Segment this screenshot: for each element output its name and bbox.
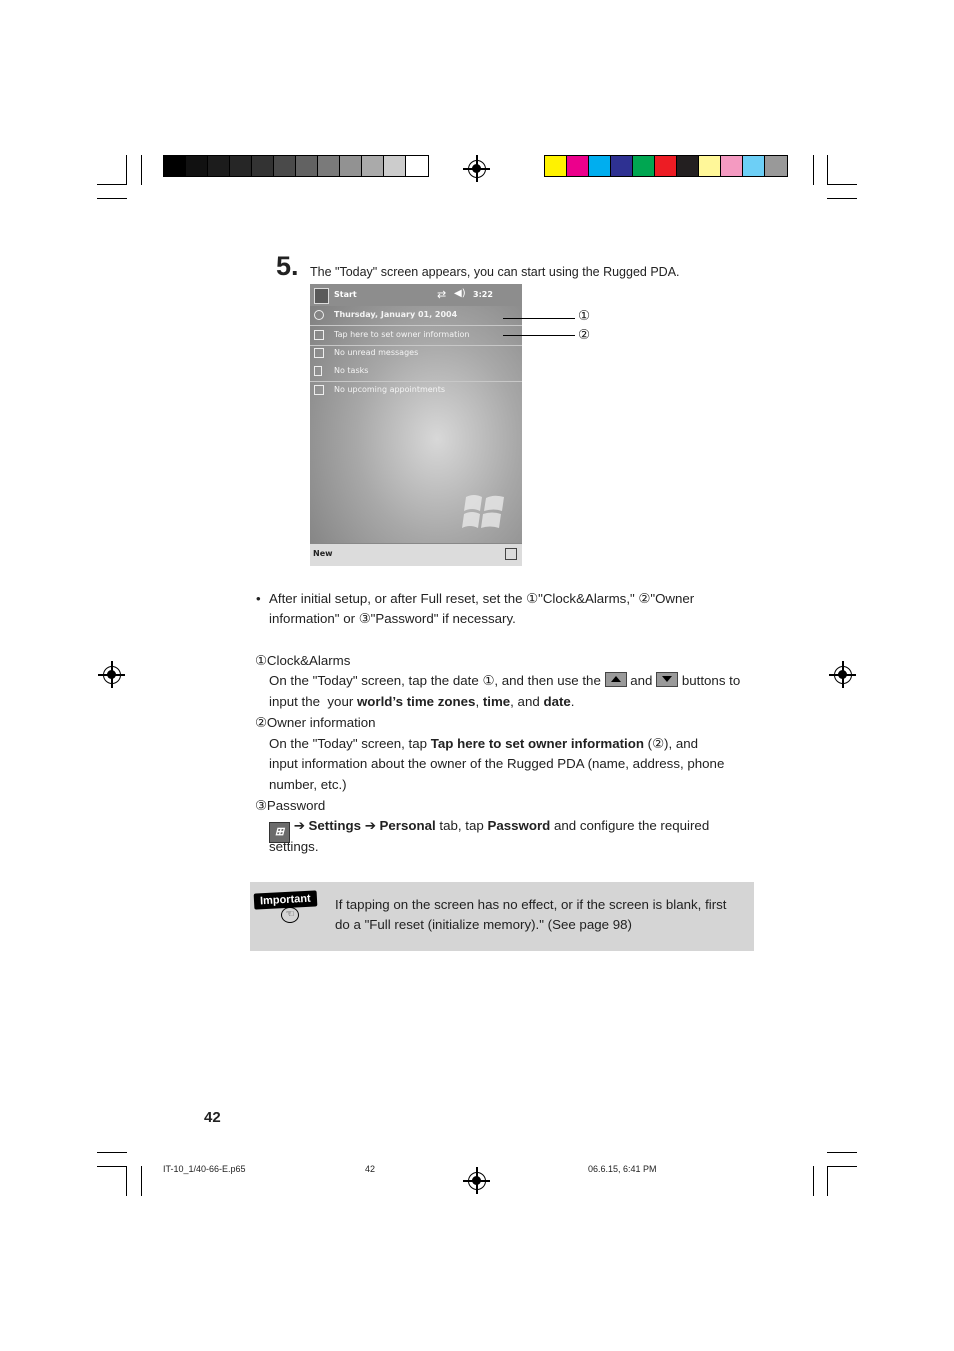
owner-line3: number, etc.) — [269, 777, 347, 792]
clock-time[interactable]: 3:22 — [473, 290, 493, 299]
password-line1: ⊞ ➔ Settings ➔ Personal tab, tap Password and configure the required — [269, 816, 709, 843]
color-swatch-0 — [545, 156, 567, 176]
gray-swatch-11 — [406, 156, 428, 176]
registration-mark-top — [468, 160, 486, 178]
color-calibration-bar — [544, 155, 788, 177]
footer-page: 42 — [365, 1164, 376, 1174]
pda-today-screen — [310, 284, 522, 566]
gray-swatch-5 — [274, 156, 296, 176]
color-swatch-6 — [677, 156, 699, 176]
step-text: The "Today" screen appears, you can start using the Rugged PDA. — [310, 265, 680, 279]
color-swatch-3 — [611, 156, 633, 176]
gray-swatch-7 — [318, 156, 340, 176]
gray-swatch-3 — [230, 156, 252, 176]
gray-swatch-1 — [186, 156, 208, 176]
password-line2: settings. — [269, 839, 319, 854]
color-swatch-5 — [655, 156, 677, 176]
start-label[interactable]: Start — [334, 290, 357, 299]
sync-icon: ⇄ — [437, 288, 447, 301]
clock-heading: ①Clock&Alarms — [255, 653, 351, 668]
owner-icon — [314, 330, 324, 340]
owner-line1: On the "Today" screen, tap Tap here to set owner information (②), and — [269, 736, 699, 751]
gray-swatch-6 — [296, 156, 318, 176]
owner-heading: ②Owner information — [255, 715, 376, 730]
speaker-icon[interactable]: ◀) — [454, 288, 466, 299]
registration-mark-left — [103, 666, 121, 684]
registration-mark-right — [834, 666, 852, 684]
pda-row-owner[interactable]: Tap here to set owner information — [310, 326, 522, 346]
footer-file: IT-10_1/40-66-E.p65 — [163, 1164, 246, 1174]
clock-line1: On the "Today" screen, tap the date ①, and then use the and buttons to — [269, 673, 741, 688]
start-menu-icon: ⊞ — [269, 822, 290, 843]
hand-pointer-icon: ☜ — [281, 907, 299, 923]
important-tag: Important — [254, 890, 317, 909]
gray-swatch-10 — [384, 156, 406, 176]
color-swatch-9 — [743, 156, 765, 176]
clock-line2: input the your world’s time zones, time, and date. — [269, 694, 575, 709]
pda-menu-bar — [310, 543, 522, 566]
down-button-icon — [656, 672, 678, 687]
pda-row-tasks[interactable]: No tasks — [310, 362, 522, 382]
callout-line-1 — [503, 318, 575, 319]
registration-mark-bottom — [468, 1172, 486, 1190]
color-swatch-4 — [633, 156, 655, 176]
important-line2: do a "Full reset (initialize memory)." (See page 98) — [335, 917, 632, 932]
pda-title-bar — [310, 284, 522, 306]
inbox-icon — [314, 348, 324, 358]
tasks-icon — [314, 366, 322, 376]
up-button-icon — [605, 672, 627, 687]
pda-row-messages[interactable]: No unread messages — [310, 344, 522, 363]
important-line1: If tapping on the screen has no effect, or if the screen is blank, first — [335, 897, 727, 912]
bullet-dot: • — [256, 591, 261, 606]
color-swatch-1 — [567, 156, 589, 176]
callout-1: ① — [578, 308, 590, 323]
callout-line-2 — [503, 335, 575, 336]
clock-icon — [314, 310, 324, 320]
windows-flag-icon[interactable] — [314, 288, 329, 304]
new-menu[interactable]: New — [313, 549, 333, 558]
color-swatch-8 — [721, 156, 743, 176]
page-number: 42 — [204, 1109, 221, 1126]
step-number: 5. — [276, 251, 299, 281]
important-note — [250, 882, 754, 951]
bullet-line2: information" or ③"Password" if necessary. — [269, 611, 516, 626]
input-panel-icon[interactable] — [505, 548, 517, 560]
windows-logo-watermark — [460, 489, 512, 533]
owner-line2: input information about the owner of the Rugged PDA (name, address, phone — [269, 756, 725, 771]
footer-date: 06.6.15, 6:41 PM — [588, 1164, 657, 1174]
calendar-icon — [314, 385, 324, 395]
pda-row-date[interactable]: Thursday, January 01, 2004 — [310, 306, 522, 326]
gray-swatch-2 — [208, 156, 230, 176]
gray-swatch-0 — [164, 156, 186, 176]
gray-swatch-9 — [362, 156, 384, 176]
color-swatch-7 — [699, 156, 721, 176]
color-swatch-10 — [765, 156, 787, 176]
gray-calibration-bar — [163, 155, 429, 177]
password-heading: ③Password — [255, 798, 326, 813]
pda-row-appointments[interactable]: No upcoming appointments — [310, 381, 522, 400]
color-swatch-2 — [589, 156, 611, 176]
callout-2: ② — [578, 327, 590, 342]
gray-swatch-8 — [340, 156, 362, 176]
gray-swatch-4 — [252, 156, 274, 176]
bullet-line1: After initial setup, or after Full reset, set the ①"Clock&Alarms," ②"Owner — [269, 591, 695, 606]
